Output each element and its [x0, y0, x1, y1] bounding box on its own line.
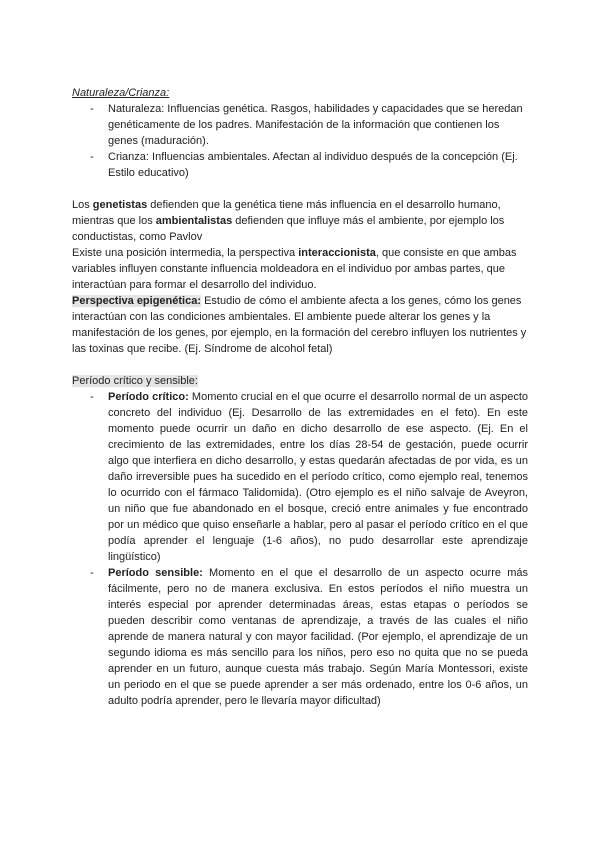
periodo-list — [72, 389, 528, 709]
list-item-text: Crianza: Influencias ambientales. Afectan al individuo después de la concepción (Ej. Estilo educativo) — [108, 151, 518, 179]
list-item-crianza — [72, 149, 528, 181]
bold-term-periodo-sensible: Período sensible: — [108, 567, 203, 579]
list-item-text: Naturaleza: Influencias genética. Rasgos, habilidades y capacidades que se heredan genéticamente de los padres. Manifestación de la información que contienen los genes (maduración). — [108, 103, 523, 147]
text-run: , que consiste en que ambas variables influyen constante influencia moldeadora en el individuo por ambas partes, que interactúan para formar el desarrollo del individuo. — [72, 247, 517, 291]
naturaleza-crianza-list — [72, 101, 528, 181]
text-run: Estudio de cómo el ambiente afecta a los genes, cómo los genes interactúan con las condiciones ambientales. El ambiente puede alterar los genes y la manifestación de los genes, por ejemplo, en la formación del cerebro influyen los nutrientes y las toxinas que recibe. (Ej. Síndrome de alcohol fetal) — [72, 295, 527, 355]
dash-bullet: - — [90, 567, 94, 579]
paragraph-genetistas — [72, 197, 528, 245]
bold-term-perspectiva-epigenetica: Perspectiva epigenética: — [72, 295, 202, 307]
text-run: Los — [72, 199, 93, 211]
text-run: defienden que influye más el ambiente, por ejemplo los conductistas, como Pavlov — [72, 215, 505, 243]
bold-term-genetistas: genetistas — [92, 199, 148, 211]
list-item-text: Momento crucial en el que ocurre el desarrollo normal de un aspecto concreto del individuo (Ej. Desarrollo de las extremidades en el feto). En este momento puede ocurrir un daño en dicho desarrollo de ese aspecto. (Ej. En el crecimiento de las extremidades, entre los días 28-54 de gestación, puede ocurrir algo que interfiera en dicho desarrollo, y estas quedarán afectadas de por vida, es un daño irreversible pues ha sucedido en el período crítico, como ejemplo real, tenemos lo ocurrido con el fármaco Talidomida). (Otro ejemplo es el niño salvaje de Aveyron, un niño que fue abandonado en el bosque, creció entre animales y fue encontrado por un médico que quiso enseñarle a hablar, pero al pasar el período crítico en el que podía aprender el lenguaje (1-6 años), no pudo desarrollar este aprendizaje lingüístico) — [108, 391, 528, 563]
spacer — [72, 357, 528, 373]
section-title-naturaleza-crianza: Naturaleza/Crianza: — [72, 87, 170, 99]
paragraph-interaccionista — [72, 245, 528, 293]
list-item-periodo-critico — [72, 389, 528, 565]
dash-bullet: - — [90, 391, 94, 403]
bold-term-interaccionista: interaccionista — [298, 247, 376, 259]
text-run: Existe una posición intermedia, la perspectiva — [72, 247, 299, 259]
dash-bullet: - — [90, 103, 94, 115]
document-page — [72, 85, 528, 709]
section-title-text: Período crítico y sensible: — [72, 375, 198, 387]
bold-term-ambientalistas: ambientalistas — [155, 215, 233, 227]
spacer — [72, 181, 528, 197]
list-item-text: Momento en el que el desarrollo de un aspecto ocurre más fácilmente, pero no de manera exclusiva. En estos períodos el niño muestra un interés especial por aprender determinadas áreas, estas etapas o períodos se pueden describir como ventanas de aprendizaje, a través de las cuales el niño aprende de manera natural y con mayor facilidad. (Por ejemplo, el aprendizaje de un segundo idioma es más sencillo para los niños, pero eso no quita que no se pueda aprender en un futuro, aunque cuesta más trabajo. Según María Montessori, existe un periodo en el que se puede aprender a ser más ordenado, entre los 0-6 años, un adulto podría aprender, pero le llevaría mayor dificultad) — [108, 567, 528, 707]
bold-term-periodo-critico: Período crítico: — [108, 391, 189, 403]
dash-bullet: - — [90, 151, 94, 163]
list-item-periodo-sensible — [72, 565, 528, 709]
section-title-periodo — [72, 373, 528, 389]
text-run: defienden que la genética tiene más influencia en el desarrollo humano, mientras que los — [72, 199, 501, 227]
list-item-naturaleza — [72, 101, 528, 149]
paragraph-epigenetica — [72, 293, 528, 357]
